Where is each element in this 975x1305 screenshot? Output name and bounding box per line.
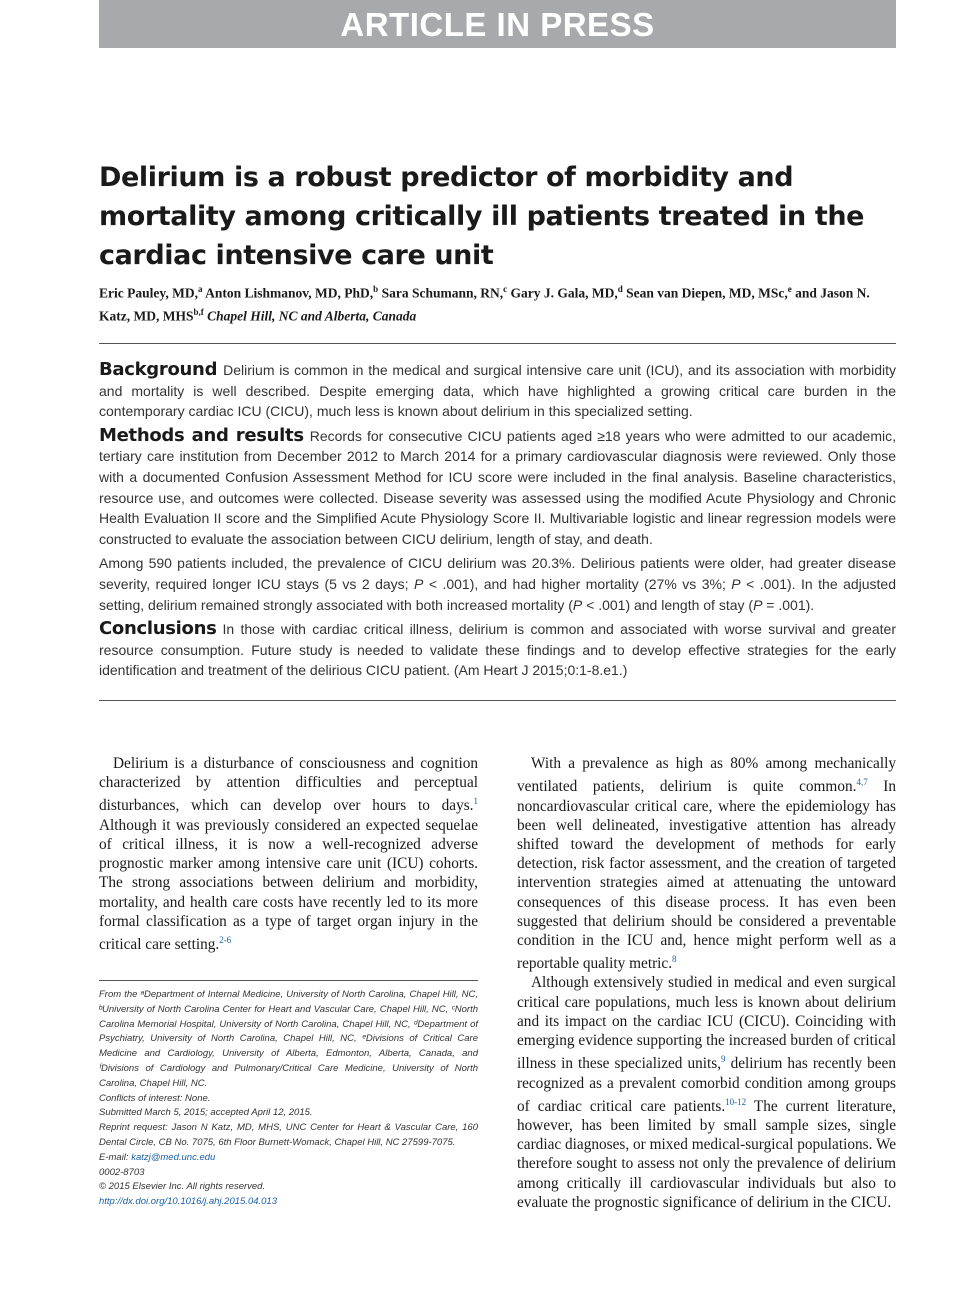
issn: 0002-8703: [99, 1166, 145, 1178]
affiliation-mark: a: [197, 284, 203, 294]
body-paragraph: [99, 754, 478, 954]
background-heading: Background: [99, 359, 218, 380]
citation-link[interactable]: 4,7: [856, 777, 868, 788]
citation-link[interactable]: 2-6: [219, 934, 232, 945]
email-line: [99, 1151, 478, 1166]
email-link[interactable]: katzj@med.unc.edu: [131, 1151, 216, 1163]
body-text: delirium has recently been recognized as a prevalent comorbid condition among groups of cardiac critical care patients.: [517, 1055, 896, 1115]
p-value-symbol: P: [572, 596, 583, 613]
abstract-results: [99, 553, 896, 615]
affiliation-mark: b: [373, 284, 379, 294]
conflicts-note: Conflicts of interest: None.: [99, 1092, 211, 1104]
results-text: < .001). In the adjusted setting, delirium remained strongly associated with both increased mortality (: [99, 575, 896, 613]
body-text: Although extensively studied in medical and even surgical critical care populations, much less is known about delirium and its impact on the cardiac ICU (CICU). Coinciding with emerging evidence supporting the increased burden of critical illness in these specialized units,: [517, 974, 896, 1073]
author: Anton Lishmanov, MD, PhD,: [205, 285, 374, 301]
p-value-symbol: P: [414, 575, 424, 592]
results-text: < .001), and had higher mortality (27% vs 3%;: [423, 575, 732, 592]
affiliation-mark: d: [617, 284, 623, 294]
citation-link[interactable]: 1: [473, 796, 478, 807]
footnote-divider: [99, 980, 478, 981]
citation-link[interactable]: 9: [721, 1054, 726, 1065]
affiliation-mark: c: [503, 284, 508, 294]
citation-link[interactable]: 10-12: [725, 1096, 747, 1107]
footnotes: [99, 988, 478, 1210]
results-text: < .001) and length of stay (: [582, 596, 754, 613]
body-text: Delirium is a disturbance of consciousness and cognition characterized by attention difficulties and perceptual disturbances, which can develop over hours to days.: [99, 755, 478, 815]
affiliations-note: From the ᵃDepartment of Internal Medicine, University of North Carolina, Chapel Hill, NC, ᵇUniversity of North Carolina Center for Heart and Vascular Care, Chapel Hill, NC, ᶜNorth Carolina Memorial Hospital, University of North Carolina, Chapel Hill, NC, ᵈDepartment of Psychiatry, University of North Carolina, Chapel Hill, NC, ᵉDivisions of Critical Care Medicine and Cardiology, University of Alberta, Edmonton, Alberta, Canada, and ᶠDivisions of Cardiology and Pulmonary/Critical Care Medicine, University of North Carolina, Chapel Hill, NC.: [99, 989, 478, 1089]
abstract-methods: [99, 426, 896, 550]
p-value-symbol: P: [753, 596, 763, 613]
body-column-right: [517, 754, 896, 1212]
body-paragraph: [517, 754, 896, 973]
author: and Jason N. Katz, MD, MHS: [99, 285, 870, 323]
body-text: With a prevalence as high as 80% among mechanically ventilated patients, delirium is quite common.: [517, 755, 896, 796]
author: Gary J. Gala, MD,: [510, 285, 618, 301]
reprint-request: Reprint request: Jason N Katz, MD, MHS, UNC Center for Heart & Vascular Care, 160 Dental Circle, CB No. 7075, 6th Floor Burnett-Womack, Chapel Hill, NC 27599-7075.: [99, 1122, 478, 1148]
background-text: Delirium is common in the medical and surgical intensive care unit (ICU), and its association with morbidity and mortality is well described. Despite emerging data, which have highlighted a growing critical care burden in the contemporary cardiac ICU (CICU), much less is known about delirium in this specialized setting.: [99, 362, 896, 420]
author-list: [99, 280, 899, 325]
body-paragraph: [517, 973, 896, 1212]
doi-link[interactable]: http://dx.doi.org/10.1016/j.ahj.2015.04.013: [99, 1196, 277, 1208]
author: Eric Pauley, MD,: [99, 285, 198, 301]
affiliation-mark: e: [787, 284, 792, 294]
abstract-conclusions: [99, 619, 896, 681]
body-text: The current literature, however, has been limited by small sample sizes, single cardiac diagnoses, or mixed medical-surgical populations. We therefore sought to assess not only the prevalence of delirium among critically ill cardiovascular individuals but also to evaluate the prognostic significance of delirium in the CICU.: [517, 1097, 896, 1211]
conclusions-text: In those with cardiac critical illness, delirium is common and associated with worse survival and greater resource consumption. Future study is needed to validate these findings and to develop effective strategies for the early identification and treatment of the delirious CICU patient. (Am Heart J 2015;0:1-8.e1.): [99, 621, 896, 679]
results-text: Among 590 patients included, the prevalence of CICU delirium was 20.3%. Delirious patients were older, had greater disease severity, required longer ICU stays (5 vs 2 days;: [99, 555, 896, 592]
body-text: In noncardiovascular critical care, where the epidemiology has been well delineated, investigative attention has already shifted toward the development of methods for early detection, risk factor assessment, and the creation of targeted intervention strategies aimed at attenuating the untoward consequences of this disease process. It has even been suggested that delirium should be considered a preventable condition in the ICU and, hence might perform well as a reportable quality metric.: [517, 778, 896, 973]
email-label: E-mail:: [99, 1151, 132, 1163]
results-text: = .001).: [762, 596, 815, 613]
methods-heading: Methods and results: [99, 424, 304, 446]
author: Sara Schumann, RN,: [381, 285, 504, 301]
author-location: Chapel Hill, NC and Alberta, Canada: [207, 308, 417, 323]
abstract-background: [99, 360, 896, 422]
abstract-bottom-divider: [99, 700, 896, 701]
body-column-left: [99, 754, 478, 954]
author: Sean van Diepen, MD, MSc,: [626, 285, 788, 301]
p-value-symbol: P: [731, 575, 741, 592]
affiliation-mark: b,f: [193, 306, 204, 317]
submission-dates: Submitted March 5, 2015; accepted April 12, 2015.: [99, 1107, 313, 1119]
citation-link[interactable]: 8: [672, 954, 677, 965]
methods-text: Records for consecutive CICU patients aged ≥18 years who were admitted to our academic, tertiary care institution from December 2012 to March 2014 for a primary cardiovascular diagnosis were reviewed. Only those with a documented Confusion Assessment Method for ICU score were included in the final analysis. Baseline characteristics, resource use, and outcomes were collected. Disease severity was assessed using the modified Acute Physiology and Chronic Health Evaluation II score and the Simplified Acute Physiology Score II. Multivariable logistic and linear regression models were constructed to evaluate the association between CICU delirium, length of stay, and death.: [99, 427, 896, 547]
abstract: [99, 360, 896, 685]
article-in-press-banner: ARTICLE IN PRESS: [99, 0, 896, 48]
copyright: © 2015 Elsevier Inc. All rights reserved.: [99, 1181, 266, 1193]
conclusions-heading: Conclusions: [99, 618, 217, 640]
abstract-top-divider: [99, 343, 896, 344]
article-title: Delirium is a robust predictor of morbidity and mortality among critically ill patients treated in the cardiac intensive care unit: [99, 162, 865, 271]
body-text: Although it was previously considered an expected sequelae of critical illness, it is now a well-recognized adverse prognostic marker among intensive care unit (ICU) cohorts. The strong associations between delirium and morbidity, mortality, and health care costs have recently led to its more formal classification as a type of target organ injury in the critical care setting.: [99, 816, 478, 954]
